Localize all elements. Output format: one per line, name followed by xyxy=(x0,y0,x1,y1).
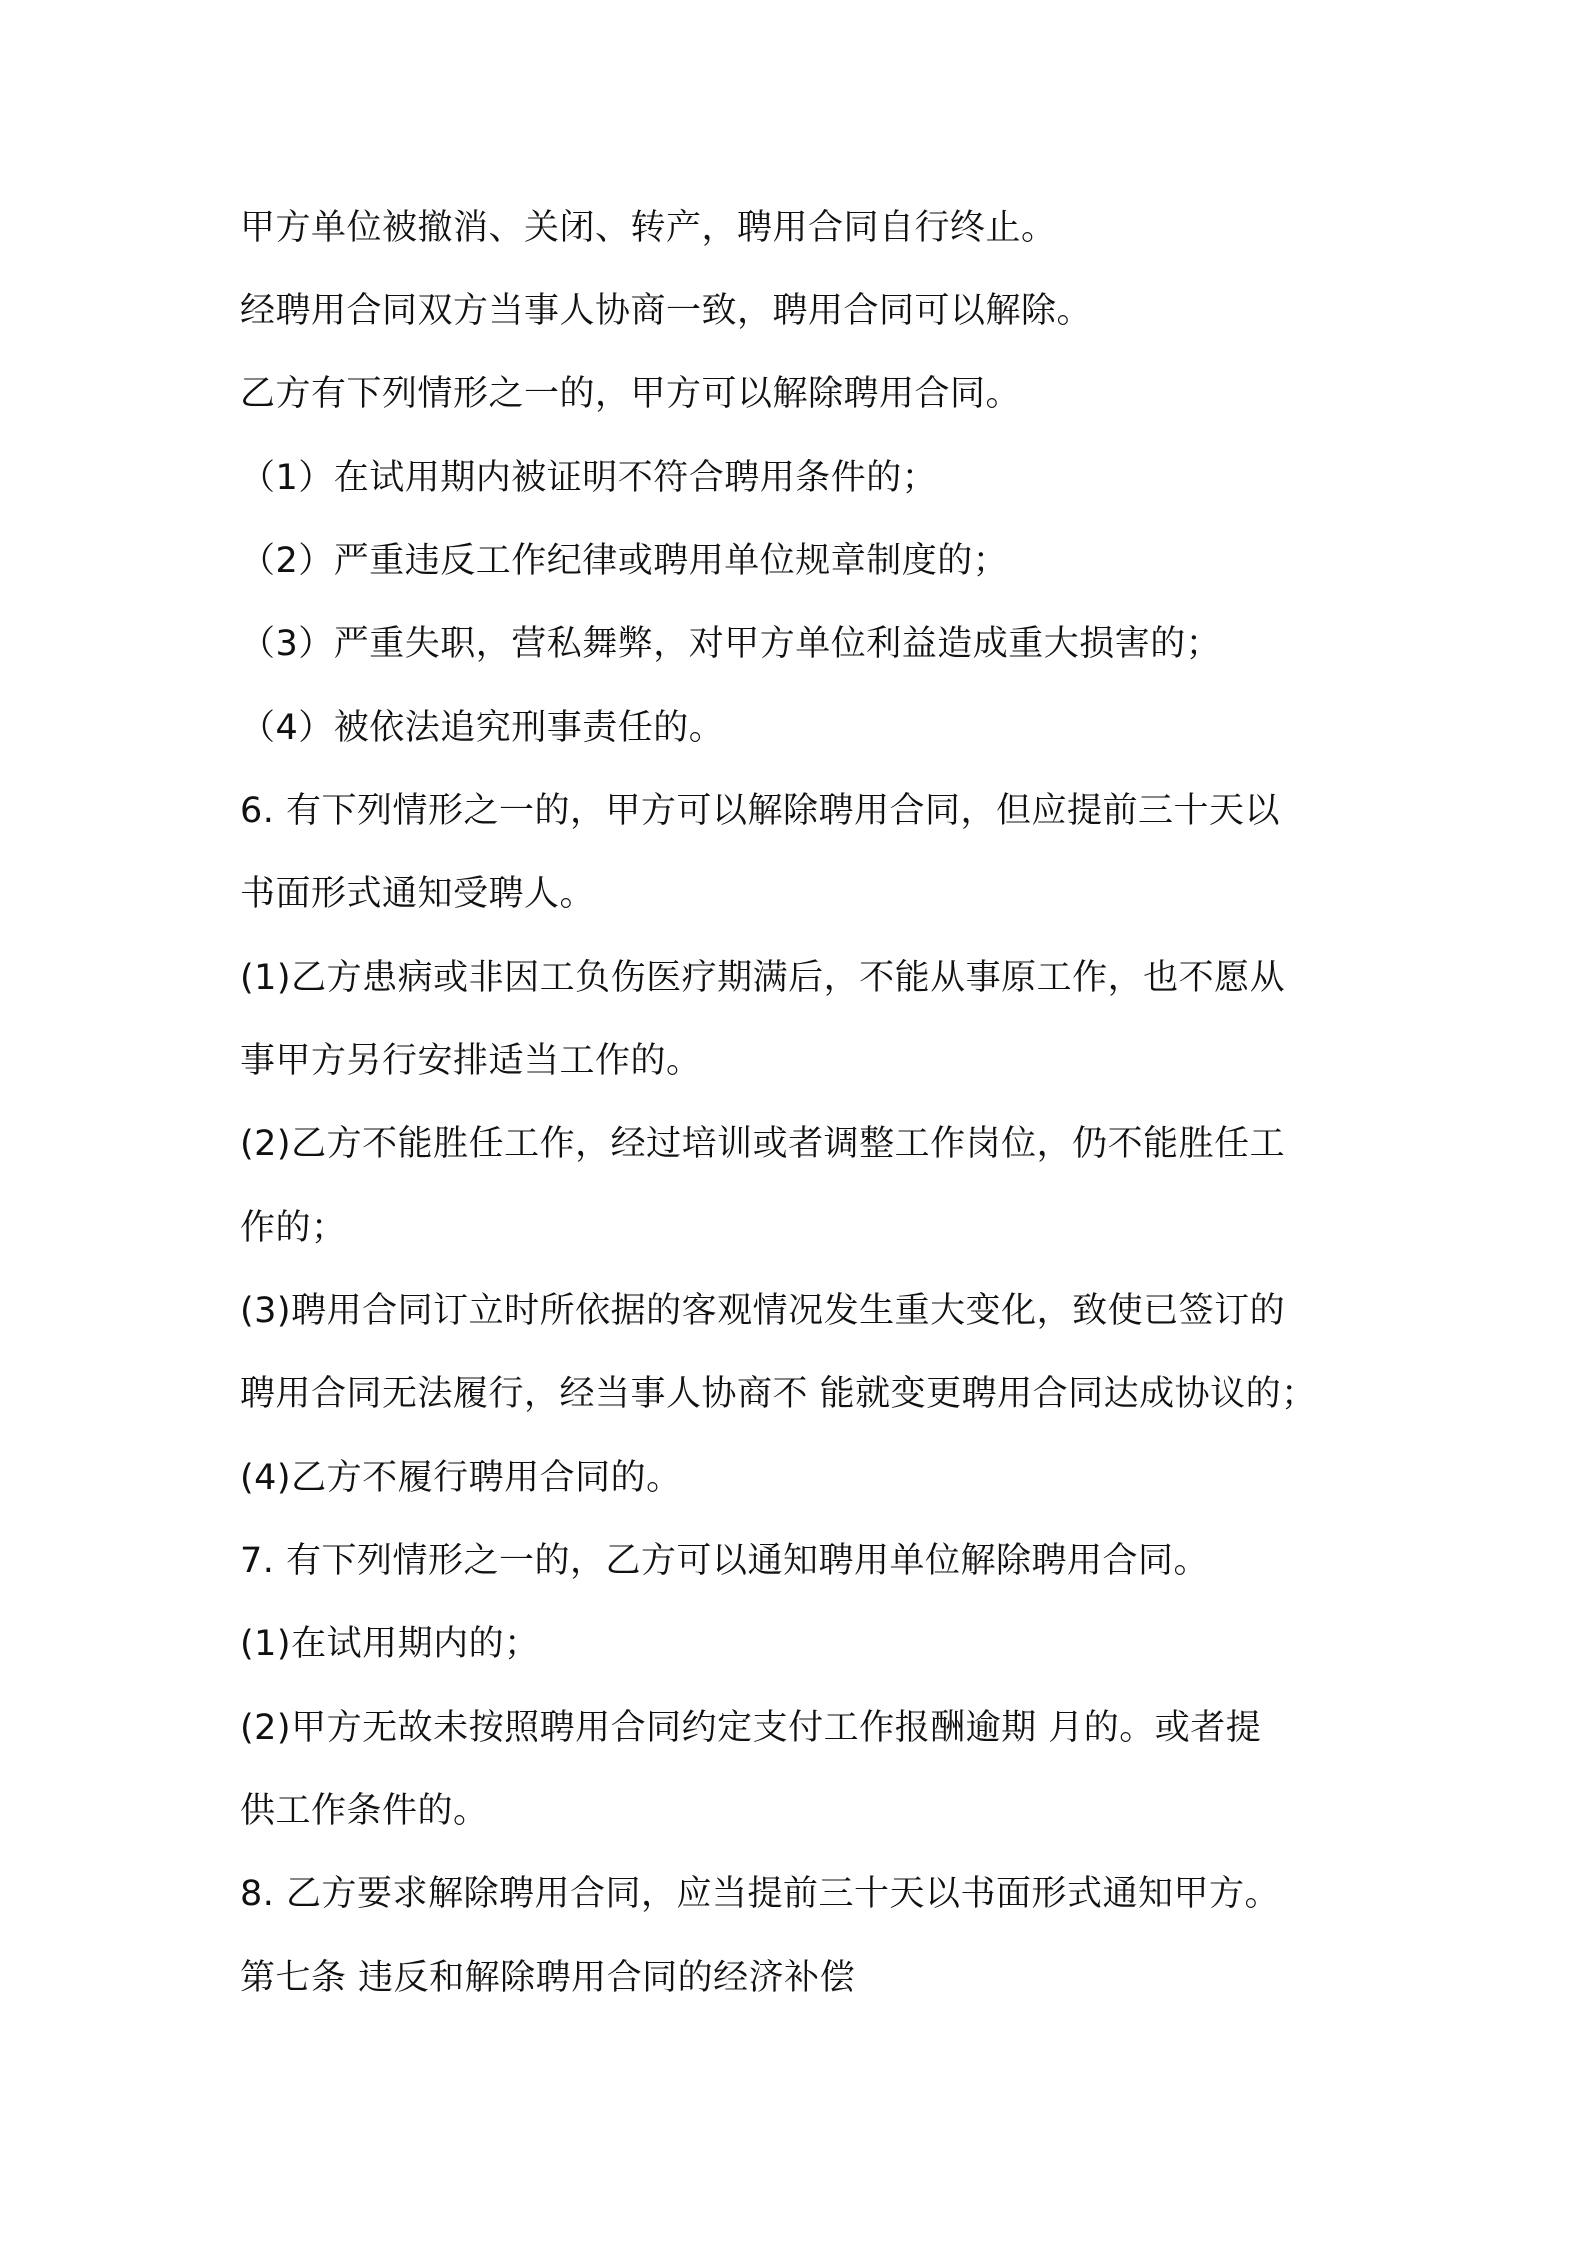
text-line: (1)在试用期内的； xyxy=(240,1624,540,1664)
text-line: (2)乙方不能胜任工作，经过培训或者调整工作岗位，仍不能胜任工 xyxy=(240,1124,1286,1164)
text-line: 8. 乙方要求解除聘用合同，应当提前三十天以书面形式通知甲方。 xyxy=(240,1874,1281,1914)
text-line: 书面形式通知受聘人。 xyxy=(240,874,596,914)
text-line: （3）严重失职，营私舞弊，对甲方单位利益造成重大损害的； xyxy=(240,624,1222,664)
text-line: 作的； xyxy=(240,1208,347,1248)
text-line: （1）在试用期内被证明不符合聘用条件的； xyxy=(240,458,938,498)
text-line: 乙方有下列情形之一的，甲方可以解除聘用合同。 xyxy=(240,374,1022,414)
text-line: 供工作条件的。 xyxy=(240,1791,489,1831)
text-line: (3)聘用合同订立时所依据的客观情况发生重大变化，致使已签订的 xyxy=(240,1291,1286,1331)
text-line: （2）严重违反工作纪律或聘用单位规章制度的； xyxy=(240,541,1009,581)
text-line: (2)甲方无故未按照聘用合同约定支付工作报酬逾期 月的。或者提 xyxy=(240,1708,1262,1748)
text-line: 甲方单位被撤消、关闭、转产，聘用合同自行终止。 xyxy=(240,208,1057,248)
text-line: （4）被依法追究刑事责任的。 xyxy=(240,708,725,748)
text-line: 7. 有下列情形之一的，乙方可以通知聘用单位解除聘用合同。 xyxy=(240,1541,1210,1581)
text-line: 6. 有下列情形之一的，甲方可以解除聘用合同，但应提前三十天以 xyxy=(240,791,1281,831)
text-line: (4)乙方不履行聘用合同的。 xyxy=(240,1458,682,1498)
text-line: 经聘用合同双方当事人协商一致，聘用合同可以解除。 xyxy=(240,291,1093,331)
text-line: 聘用合同无法履行，经当事人协商不 能就变更聘用合同达成协议的； xyxy=(240,1374,1317,1414)
section-heading: 第七条 违反和解除聘用合同的经济补偿 xyxy=(240,1958,856,1998)
text-line: 事甲方另行安排适当工作的。 xyxy=(240,1041,702,1081)
text-line: (1)乙方患病或非因工负伤医疗期满后，不能从事原工作，也不愿从 xyxy=(240,958,1286,998)
